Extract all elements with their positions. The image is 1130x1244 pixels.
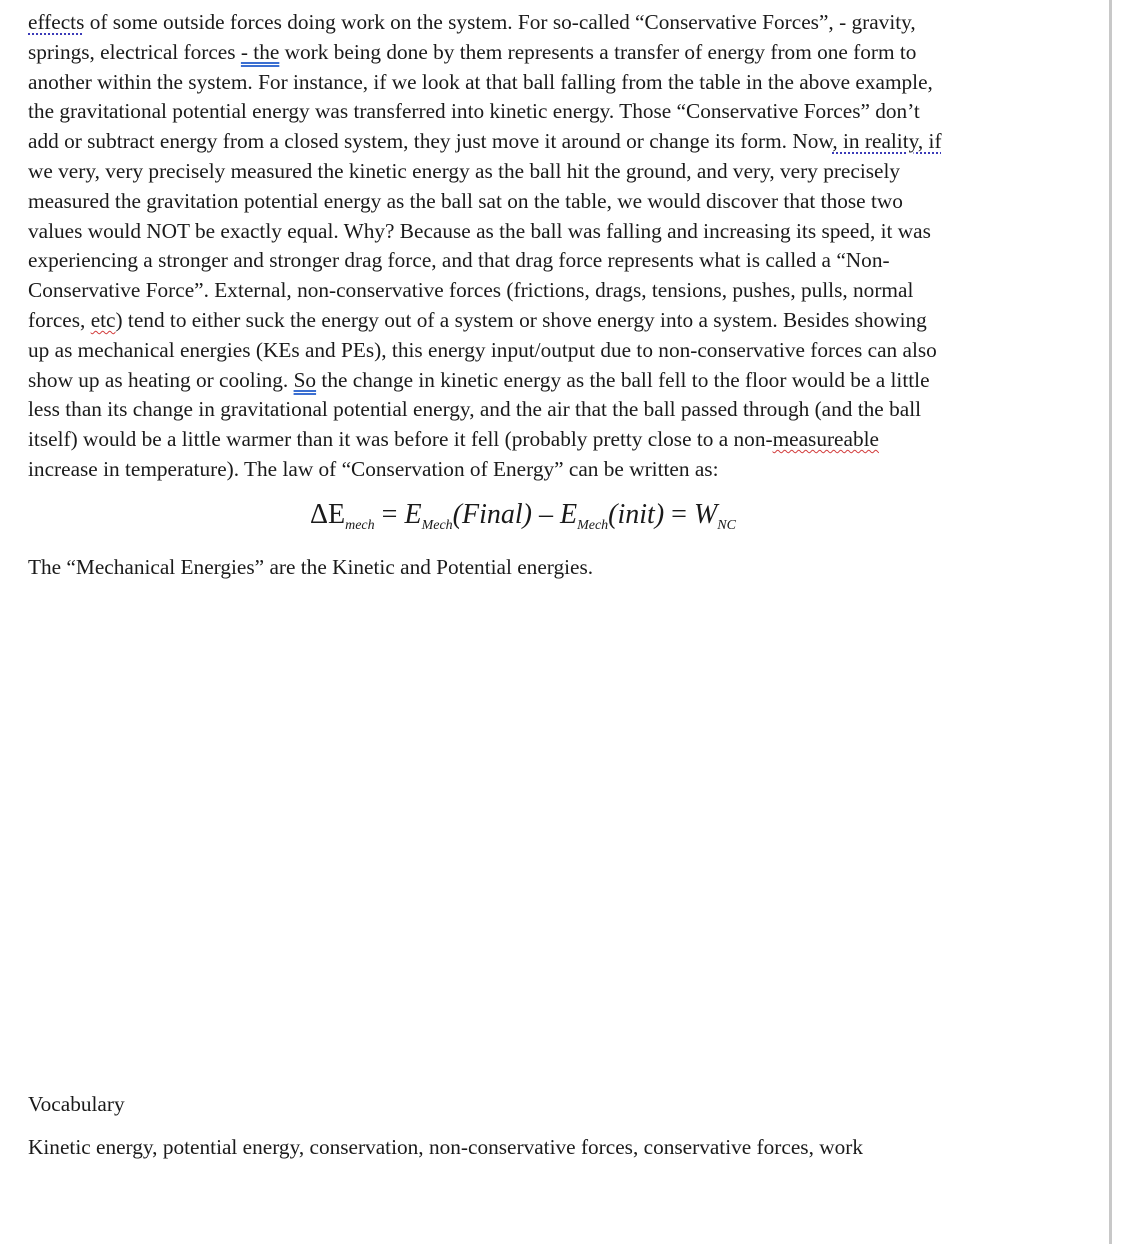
flagged-text: , in reality, if [832, 129, 942, 154]
text-run: experiencing a stronger and stronger drag force, and that drag force represents what is called a “Non- [28, 248, 890, 273]
text-run: show up as heating or cooling. [28, 367, 294, 392]
text-run: Conservative Force”. External, non-conservative forces (frictions, drags, tensions, pushes, pulls, normal [28, 278, 914, 303]
text-run: increase in temperature). The law of “Conservation of Energy” can be written as: [28, 456, 719, 481]
work-symbol: W [693, 498, 718, 530]
paragraph-line [28, 395, 1038, 425]
paragraph-line [28, 455, 1038, 485]
equals-sign: = [374, 498, 405, 530]
init-term: (init) [608, 498, 665, 530]
paragraph-line [28, 306, 1038, 336]
paragraph-line [28, 127, 1038, 157]
e-final-symbol: E [404, 498, 422, 530]
mechanical-energies-sentence: The “Mechanical Energies” are the Kinetic and Potential energies. [28, 554, 594, 579]
text-run: the change in kinetic energy as the ball fell to the floor would be a little [316, 367, 930, 392]
text-run: work being done by them represents a transfer of energy from one form to [279, 39, 917, 64]
paragraph-line [28, 8, 1038, 38]
text-run: another within the system. For instance, if we look at that ball falling from the table in the above example, [28, 69, 933, 94]
paragraph-line [28, 276, 1038, 306]
text-run: values would NOT be exactly equal. Why? Because as the ball was falling and increasing its speed, it was [28, 218, 931, 243]
vocabulary-heading: Vocabulary [28, 1092, 125, 1116]
paragraph-line [28, 366, 1038, 396]
mech-subscript-final: Mech [421, 517, 453, 533]
text-run: we very, very precisely measured the kinetic energy as the ball hit the ground, and very, very precisely [28, 158, 901, 183]
paragraph-line [28, 425, 1038, 455]
equals-sign-2: = [664, 498, 694, 530]
flagged-text: effects [28, 10, 85, 34]
vocabulary-list: Kinetic energy, potential energy, conservation, non-conservative forces, conservative forces, work [28, 1135, 863, 1159]
document-body [28, 8, 1038, 580]
flagged-text: So [293, 367, 317, 392]
mech-subscript-init: Mech [577, 517, 609, 533]
paragraph-line [28, 157, 1038, 187]
text-run: the gravitational potential energy was transferred into kinetic energy. Those “Conservative Forces” don’t [28, 99, 920, 124]
flagged-text: - the [240, 39, 280, 64]
text-run: of some outside forces doing work on the system. For so-called “Conservative Forces”, - gravity, [84, 10, 916, 34]
text-run: forces, [28, 307, 91, 332]
paragraph-line [28, 97, 1038, 127]
text-run: up as mechanical energies (KEs and PEs), this energy input/output due to non-conservative forces can also [28, 337, 937, 362]
paragraph-line [28, 336, 1038, 366]
paragraph-line [28, 217, 1038, 247]
e-init-symbol: E [559, 498, 578, 530]
delta-e-term: ΔE [310, 498, 346, 530]
flagged-text: measureable [772, 427, 879, 452]
text-run: add or subtract energy from a closed system, they just move it around or change its form. Now [28, 129, 833, 154]
text-run: itself) would be a little warmer than it was before it fell (probably pretty close to a non- [28, 427, 773, 452]
nc-subscript: NC [717, 517, 736, 533]
text-run: springs, electrical forces [28, 39, 241, 64]
final-term: (Final) [452, 498, 532, 530]
paragraph-line [28, 38, 1038, 68]
paragraph-line [28, 246, 1038, 276]
text-run: ) tend to either suck the energy out of a system or shove energy into a system. Besides showing [115, 307, 927, 332]
conservation-equation [28, 495, 1038, 553]
minus-sign: – [531, 498, 560, 530]
energy-paragraph [28, 8, 1038, 485]
paragraph-line [28, 68, 1038, 98]
mech-subscript: mech [345, 517, 375, 533]
text-run: measured the gravitation potential energy as the ball sat on the table, we would discover that those two [28, 188, 903, 213]
paragraph-line [28, 187, 1038, 217]
text-run: less than its change in gravitational potential energy, and the air that the ball passed through (and the ball [28, 397, 922, 422]
page-edge [1109, 0, 1112, 1244]
flagged-text: etc [90, 307, 116, 332]
